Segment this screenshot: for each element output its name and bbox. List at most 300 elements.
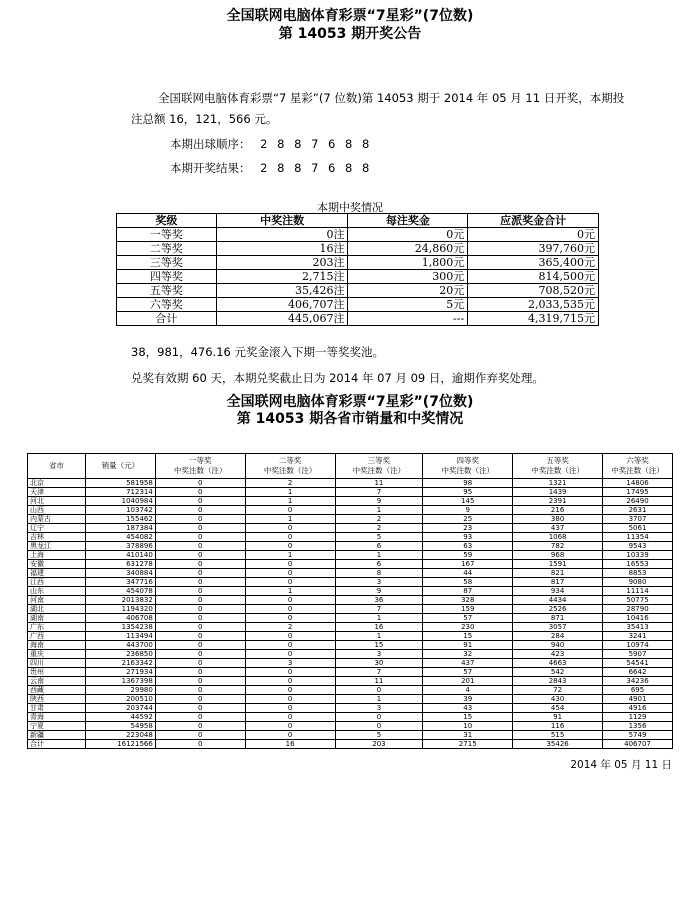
cell-prize-1: 0 xyxy=(155,641,245,650)
cell-prize-1: 0 xyxy=(155,659,245,668)
cell-prize-1: 0 xyxy=(155,542,245,551)
cell-sales: 631278 xyxy=(85,560,155,569)
cell-province: 四川 xyxy=(28,659,86,668)
header-prize-6-name: 六等奖 xyxy=(626,456,649,465)
cell-province: 合计 xyxy=(28,740,86,749)
cell-prize-3: 203 xyxy=(335,740,423,749)
cell-province: 上海 xyxy=(28,551,86,560)
cell-prize-5: 35426 xyxy=(513,740,603,749)
cell-prize-1: 0 xyxy=(155,722,245,731)
cell-province: 青海 xyxy=(28,713,86,722)
province-row xyxy=(28,506,673,515)
province-row xyxy=(28,668,673,677)
cell-sales: 103742 xyxy=(85,506,155,515)
cell-prize-4: 93 xyxy=(423,533,513,542)
header-prize-1 xyxy=(155,454,245,479)
cell-prize-3: 5 xyxy=(335,533,423,542)
cell-province: 天津 xyxy=(28,488,86,497)
cell-sales: 1194320 xyxy=(85,605,155,614)
header-province: 省市 xyxy=(28,454,86,479)
cell-sales: 203744 xyxy=(85,704,155,713)
cell-prize-6: 1129 xyxy=(603,713,673,722)
cell-prize-5: 1591 xyxy=(513,560,603,569)
cell-province: 福建 xyxy=(28,569,86,578)
province-row xyxy=(28,596,673,605)
cell-prize-1: 0 xyxy=(155,488,245,497)
prize-row xyxy=(117,298,599,312)
cell-prize-3: 2 xyxy=(335,515,423,524)
province-row xyxy=(28,623,673,632)
cell-prize-5: 542 xyxy=(513,668,603,677)
cell-prize-5: 437 xyxy=(513,524,603,533)
header-prize-3-unit: 中奖注数（注） xyxy=(352,466,406,475)
prize-per-bet: 0元 xyxy=(348,228,468,242)
prize-total: 397,760元 xyxy=(468,242,599,256)
cell-prize-3: 3 xyxy=(335,650,423,659)
header-prize-2 xyxy=(245,454,335,479)
cell-prize-4: 167 xyxy=(423,560,513,569)
cell-prize-6: 5907 xyxy=(603,650,673,659)
cell-prize-6: 10416 xyxy=(603,614,673,623)
cell-prize-4: 15 xyxy=(423,713,513,722)
cell-sales: 2163342 xyxy=(85,659,155,668)
province-row xyxy=(28,479,673,488)
cell-sales: 1367398 xyxy=(85,677,155,686)
cell-prize-4: 437 xyxy=(423,659,513,668)
cell-prize-4: 98 xyxy=(423,479,513,488)
cell-prize-6: 2631 xyxy=(603,506,673,515)
cell-province: 河南 xyxy=(28,596,86,605)
cell-prize-5: 871 xyxy=(513,614,603,623)
province-row xyxy=(28,641,673,650)
cell-prize-1: 0 xyxy=(155,731,245,740)
cell-prize-2: 0 xyxy=(245,695,335,704)
province-row xyxy=(28,587,673,596)
cell-prize-6: 1356 xyxy=(603,722,673,731)
province-row xyxy=(28,542,673,551)
cell-sales: 155462 xyxy=(85,515,155,524)
cell-sales: 44592 xyxy=(85,713,155,722)
cell-prize-4: 4 xyxy=(423,686,513,695)
cell-prize-3: 11 xyxy=(335,677,423,686)
header-prize-2-unit: 中奖注数（注） xyxy=(263,466,317,475)
cell-prize-5: 430 xyxy=(513,695,603,704)
cell-sales: 16121566 xyxy=(85,740,155,749)
province-row xyxy=(28,713,673,722)
cell-prize-1: 0 xyxy=(155,497,245,506)
cell-prize-4: 58 xyxy=(423,578,513,587)
header-prize-4-name: 四等奖 xyxy=(456,456,480,465)
cell-sales: 712314 xyxy=(85,488,155,497)
cell-sales: 113494 xyxy=(85,632,155,641)
validity-note: 兑奖有效期 60 天，本期兑奖截止日为 2014 年 07 月 09 日，逾期作弃奖处理。 xyxy=(131,371,544,385)
prize-row xyxy=(117,228,599,242)
cell-prize-3: 0 xyxy=(335,686,423,695)
cell-sales: 223048 xyxy=(85,731,155,740)
cell-prize-4: 43 xyxy=(423,704,513,713)
header-prize-3 xyxy=(335,454,423,479)
cell-province: 吉林 xyxy=(28,533,86,542)
cell-prize-4: 57 xyxy=(423,668,513,677)
cell-prize-4: 95 xyxy=(423,488,513,497)
province-row xyxy=(28,740,673,749)
cell-prize-4: 23 xyxy=(423,524,513,533)
cell-prize-6: 5749 xyxy=(603,731,673,740)
cell-prize-1: 0 xyxy=(155,623,245,632)
cell-prize-3: 30 xyxy=(335,659,423,668)
province-row xyxy=(28,677,673,686)
prize-total: 4,319,715元 xyxy=(468,312,599,326)
prize-total: 708,520元 xyxy=(468,284,599,298)
pool-note: 38，981，476.16 元奖金滚入下期一等奖奖池。 xyxy=(131,345,384,359)
prize-table xyxy=(116,213,599,326)
cell-prize-2: 0 xyxy=(245,569,335,578)
province-row xyxy=(28,560,673,569)
province-row xyxy=(28,569,673,578)
province-row xyxy=(28,731,673,740)
cell-prize-5: 1439 xyxy=(513,488,603,497)
cell-prize-1: 0 xyxy=(155,632,245,641)
cell-prize-5: 940 xyxy=(513,641,603,650)
cell-sales: 1040984 xyxy=(85,497,155,506)
cell-prize-5: 817 xyxy=(513,578,603,587)
cell-prize-1: 0 xyxy=(155,704,245,713)
cell-prize-1: 0 xyxy=(155,569,245,578)
cell-prize-2: 0 xyxy=(245,506,335,515)
cell-prize-2: 2 xyxy=(245,623,335,632)
cell-prize-2: 0 xyxy=(245,686,335,695)
prize-row xyxy=(117,312,599,326)
province-table-header-row xyxy=(28,454,673,479)
prize-total: 0元 xyxy=(468,228,599,242)
cell-prize-2: 0 xyxy=(245,713,335,722)
cell-prize-6: 54541 xyxy=(603,659,673,668)
cell-prize-2: 16 xyxy=(245,740,335,749)
cell-prize-1: 0 xyxy=(155,479,245,488)
cell-prize-6: 695 xyxy=(603,686,673,695)
intro-line-1: 全国联网电脑体育彩票“7 星彩”(7 位数)第 14053 期于 2014 年 05 月 11 日开奖，本期投 xyxy=(158,91,625,105)
prize-total: 365,400元 xyxy=(468,256,599,270)
cell-prize-1: 0 xyxy=(155,650,245,659)
main-subtitle: 第 14053 期开奖公告 xyxy=(278,26,422,42)
cell-province: 云南 xyxy=(28,677,86,686)
cell-sales: 271934 xyxy=(85,668,155,677)
prize-count: 406,707注 xyxy=(216,298,348,312)
cell-prize-3: 7 xyxy=(335,605,423,614)
cell-prize-4: 201 xyxy=(423,677,513,686)
cell-prize-3: 6 xyxy=(335,542,423,551)
prize-row xyxy=(117,284,599,298)
cell-prize-4: 2715 xyxy=(423,740,513,749)
cell-prize-2: 0 xyxy=(245,596,335,605)
cell-prize-4: 39 xyxy=(423,695,513,704)
cell-prize-4: 91 xyxy=(423,641,513,650)
prize-table-header-row xyxy=(117,214,599,228)
cell-prize-3: 0 xyxy=(335,722,423,731)
province-row xyxy=(28,704,673,713)
cell-province: 湖南 xyxy=(28,614,86,623)
province-row xyxy=(28,578,673,587)
cell-prize-5: 2526 xyxy=(513,605,603,614)
cell-prize-2: 1 xyxy=(245,551,335,560)
cell-prize-6: 9543 xyxy=(603,542,673,551)
cell-province: 甘肃 xyxy=(28,704,86,713)
cell-prize-2: 0 xyxy=(245,533,335,542)
cell-prize-6: 3707 xyxy=(603,515,673,524)
header-prize-5-name: 五等奖 xyxy=(546,456,569,465)
cell-prize-1: 0 xyxy=(155,677,245,686)
cell-prize-6: 406707 xyxy=(603,740,673,749)
cell-province: 广西 xyxy=(28,632,86,641)
cell-province: 贵州 xyxy=(28,668,86,677)
header-per-bet: 每注奖金 xyxy=(348,214,468,228)
cell-sales: 1354238 xyxy=(85,623,155,632)
cell-prize-6: 34236 xyxy=(603,677,673,686)
header-prize-6-unit: 中奖注数（注） xyxy=(611,466,664,475)
cell-sales: 443700 xyxy=(85,641,155,650)
cell-prize-1: 0 xyxy=(155,713,245,722)
province-row xyxy=(28,497,673,506)
cell-prize-2: 0 xyxy=(245,578,335,587)
cell-prize-2: 1 xyxy=(245,497,335,506)
cell-prize-5: 380 xyxy=(513,515,603,524)
header-prize-5 xyxy=(513,454,603,479)
cell-prize-2: 0 xyxy=(245,668,335,677)
cell-prize-6: 9080 xyxy=(603,578,673,587)
cell-sales: 200510 xyxy=(85,695,155,704)
prize-total: 2,033,535元 xyxy=(468,298,599,312)
cell-province: 湖北 xyxy=(28,605,86,614)
cell-prize-5: 216 xyxy=(513,506,603,515)
cell-sales: 454082 xyxy=(85,533,155,542)
cell-prize-3: 9 xyxy=(335,587,423,596)
cell-prize-5: 821 xyxy=(513,569,603,578)
cell-province: 海南 xyxy=(28,641,86,650)
cell-prize-6: 10974 xyxy=(603,641,673,650)
province-row xyxy=(28,632,673,641)
prize-count: 2,715注 xyxy=(216,270,348,284)
cell-prize-4: 159 xyxy=(423,605,513,614)
cell-prize-2: 0 xyxy=(245,731,335,740)
cell-prize-6: 8853 xyxy=(603,569,673,578)
cell-prize-4: 25 xyxy=(423,515,513,524)
cell-province: 新疆 xyxy=(28,731,86,740)
prize-level: 四等奖 xyxy=(117,270,217,284)
province-row xyxy=(28,695,673,704)
header-count: 中奖注数 xyxy=(216,214,348,228)
cell-prize-1: 0 xyxy=(155,605,245,614)
cell-prize-2: 0 xyxy=(245,614,335,623)
intro-line-2: 注总额 16，121，566 元。 xyxy=(131,112,278,126)
header-prize-1-name: 一等奖 xyxy=(188,456,212,465)
draw-order-value: 2 8 8 7 6 8 8 xyxy=(260,137,373,151)
cell-prize-2: 0 xyxy=(245,542,335,551)
cell-province: 重庆 xyxy=(28,650,86,659)
province-table xyxy=(27,453,673,749)
cell-prize-6: 11114 xyxy=(603,587,673,596)
cell-sales: 187384 xyxy=(85,524,155,533)
cell-prize-3: 11 xyxy=(335,479,423,488)
draw-result-value: 2 8 8 7 6 8 8 xyxy=(260,161,373,175)
cell-prize-6: 35413 xyxy=(603,623,673,632)
prize-table-caption: 本期中奖情况 xyxy=(317,201,383,214)
draw-result-label: 本期开奖结果： xyxy=(170,161,251,175)
cell-prize-4: 15 xyxy=(423,632,513,641)
cell-province: 宁夏 xyxy=(28,722,86,731)
cell-prize-3: 16 xyxy=(335,623,423,632)
cell-prize-1: 0 xyxy=(155,506,245,515)
cell-prize-2: 0 xyxy=(245,677,335,686)
cell-prize-6: 26490 xyxy=(603,497,673,506)
cell-prize-4: 10 xyxy=(423,722,513,731)
cell-prize-6: 16553 xyxy=(603,560,673,569)
cell-province: 西藏 xyxy=(28,686,86,695)
cell-prize-1: 0 xyxy=(155,524,245,533)
cell-prize-5: 1068 xyxy=(513,533,603,542)
header-prize-1-unit: 中奖注数（注） xyxy=(173,466,227,475)
cell-prize-5: 4434 xyxy=(513,596,603,605)
cell-prize-4: 328 xyxy=(423,596,513,605)
header-prize-4 xyxy=(423,454,513,479)
cell-prize-4: 32 xyxy=(423,650,513,659)
cell-prize-4: 31 xyxy=(423,731,513,740)
cell-sales: 2013832 xyxy=(85,596,155,605)
header-prize-6 xyxy=(603,454,673,479)
cell-prize-3: 1 xyxy=(335,506,423,515)
prize-count: 203注 xyxy=(216,256,348,270)
province-row xyxy=(28,524,673,533)
cell-sales: 410140 xyxy=(85,551,155,560)
prize-level: 二等奖 xyxy=(117,242,217,256)
cell-prize-2: 0 xyxy=(245,605,335,614)
cell-sales: 29980 xyxy=(85,686,155,695)
prize-count: 35,426注 xyxy=(216,284,348,298)
cell-prize-5: 968 xyxy=(513,551,603,560)
cell-prize-3: 7 xyxy=(335,668,423,677)
header-prize-2-name: 二等奖 xyxy=(278,456,302,465)
cell-sales: 378896 xyxy=(85,542,155,551)
cell-prize-1: 0 xyxy=(155,686,245,695)
prize-per-bet: 5元 xyxy=(348,298,468,312)
province-row xyxy=(28,551,673,560)
cell-prize-6: 4916 xyxy=(603,704,673,713)
cell-prize-5: 934 xyxy=(513,587,603,596)
province-row xyxy=(28,722,673,731)
cell-prize-2: 1 xyxy=(245,515,335,524)
cell-prize-3: 3 xyxy=(335,578,423,587)
cell-province: 内蒙古 xyxy=(28,515,86,524)
cell-prize-5: 116 xyxy=(513,722,603,731)
prize-row xyxy=(117,242,599,256)
cell-prize-3: 1 xyxy=(335,551,423,560)
prize-row xyxy=(117,256,599,270)
province-row xyxy=(28,533,673,542)
cell-prize-6: 6642 xyxy=(603,668,673,677)
prize-count: 0注 xyxy=(216,228,348,242)
cell-prize-5: 3057 xyxy=(513,623,603,632)
cell-prize-3: 3 xyxy=(335,704,423,713)
cell-prize-6: 5061 xyxy=(603,524,673,533)
cell-prize-3: 1 xyxy=(335,695,423,704)
prize-per-bet: 24,860元 xyxy=(348,242,468,256)
cell-prize-5: 72 xyxy=(513,686,603,695)
prize-per-bet: 1,800元 xyxy=(348,256,468,270)
cell-prize-1: 0 xyxy=(155,596,245,605)
cell-prize-2: 0 xyxy=(245,524,335,533)
cell-province: 江西 xyxy=(28,578,86,587)
cell-sales: 406708 xyxy=(85,614,155,623)
province-row xyxy=(28,515,673,524)
province-row xyxy=(28,686,673,695)
main-title: 全国联网电脑体育彩票“7星彩”(7位数) xyxy=(226,8,474,24)
cell-prize-1: 0 xyxy=(155,560,245,569)
cell-prize-1: 0 xyxy=(155,695,245,704)
cell-prize-1: 0 xyxy=(155,614,245,623)
draw-order-row xyxy=(170,137,372,151)
cell-prize-2: 0 xyxy=(245,632,335,641)
cell-prize-2: 1 xyxy=(245,488,335,497)
cell-province: 陕西 xyxy=(28,695,86,704)
cell-prize-5: 91 xyxy=(513,713,603,722)
draw-result-row xyxy=(170,161,372,175)
prize-per-bet: 300元 xyxy=(348,270,468,284)
header-prize-3-name: 三等奖 xyxy=(367,456,391,465)
cell-prize-6: 50775 xyxy=(603,596,673,605)
cell-sales: 340884 xyxy=(85,569,155,578)
cell-prize-3: 5 xyxy=(335,731,423,740)
province-row xyxy=(28,605,673,614)
cell-prize-2: 0 xyxy=(245,704,335,713)
cell-prize-6: 14806 xyxy=(603,479,673,488)
cell-prize-3: 15 xyxy=(335,641,423,650)
cell-prize-1: 0 xyxy=(155,668,245,677)
header-prize-5-unit: 中奖注数（注） xyxy=(531,466,584,475)
cell-sales: 581958 xyxy=(85,479,155,488)
cell-sales: 236850 xyxy=(85,650,155,659)
cell-prize-3: 7 xyxy=(335,488,423,497)
cell-province: 山东 xyxy=(28,587,86,596)
prize-level: 五等奖 xyxy=(117,284,217,298)
cell-prize-6: 4901 xyxy=(603,695,673,704)
cell-prize-2: 0 xyxy=(245,722,335,731)
cell-prize-5: 2843 xyxy=(513,677,603,686)
cell-prize-5: 1321 xyxy=(513,479,603,488)
prize-level: 三等奖 xyxy=(117,256,217,270)
cell-prize-6: 28790 xyxy=(603,605,673,614)
cell-prize-5: 454 xyxy=(513,704,603,713)
prize-level: 合计 xyxy=(117,312,217,326)
cell-province: 安徽 xyxy=(28,560,86,569)
cell-prize-3: 9 xyxy=(335,497,423,506)
cell-province: 黑龙江 xyxy=(28,542,86,551)
cell-prize-2: 0 xyxy=(245,650,335,659)
draw-order-label: 本期出球顺序： xyxy=(170,137,251,151)
cell-sales: 54958 xyxy=(85,722,155,731)
prize-level: 六等奖 xyxy=(117,298,217,312)
cell-prize-2: 0 xyxy=(245,641,335,650)
cell-prize-6: 3241 xyxy=(603,632,673,641)
cell-prize-1: 0 xyxy=(155,578,245,587)
announcement-date: 2014 年 05 月 11 日 xyxy=(570,759,672,771)
prize-row xyxy=(117,270,599,284)
cell-prize-3: 0 xyxy=(335,713,423,722)
cell-prize-6: 10339 xyxy=(603,551,673,560)
cell-prize-4: 57 xyxy=(423,614,513,623)
cell-province: 广东 xyxy=(28,623,86,632)
cell-prize-3: 36 xyxy=(335,596,423,605)
cell-prize-3: 1 xyxy=(335,632,423,641)
header-sales: 销量（元） xyxy=(85,454,155,479)
